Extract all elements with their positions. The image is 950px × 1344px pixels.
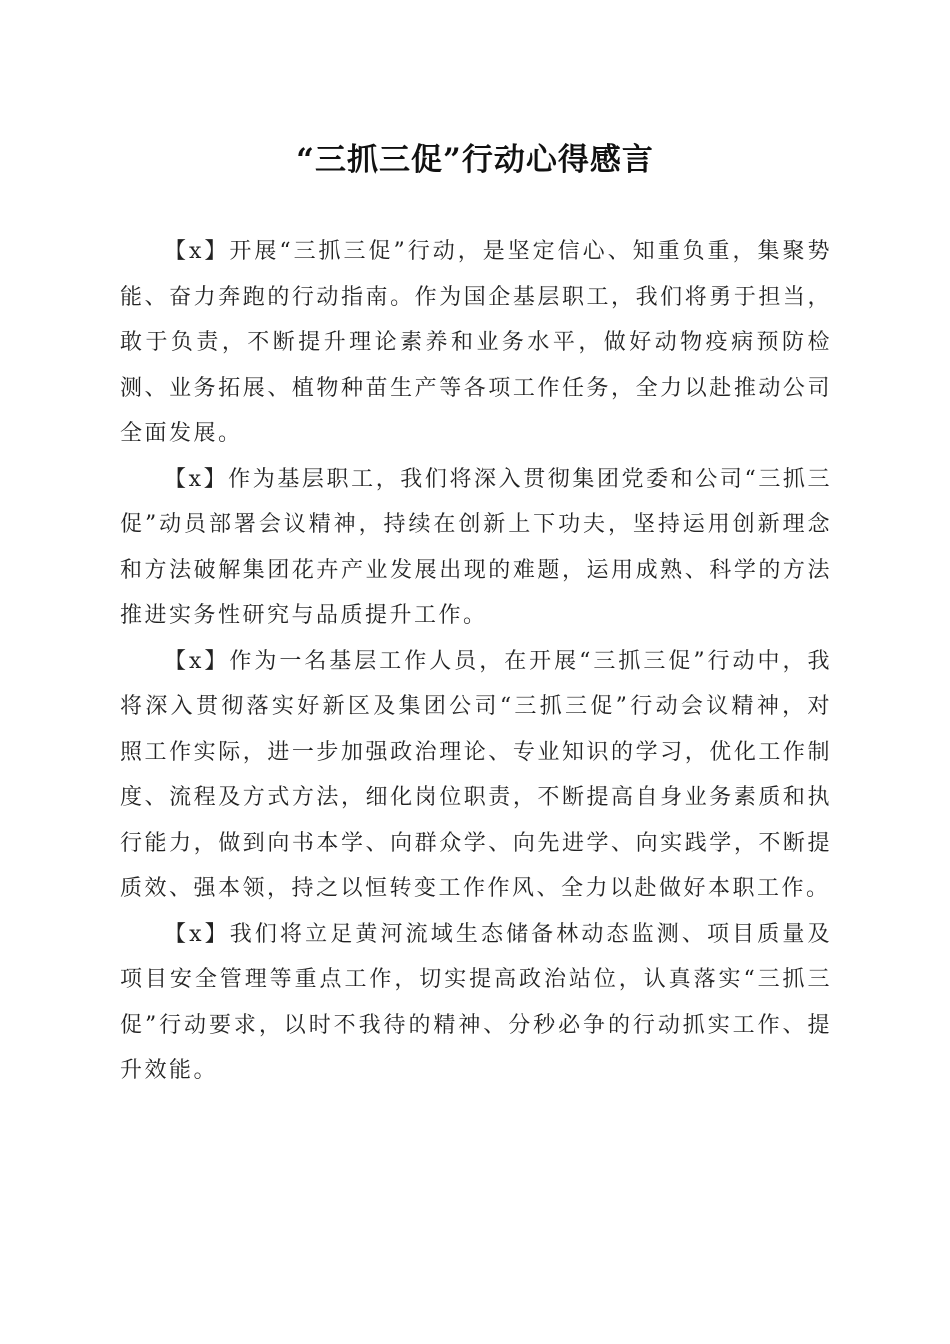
document-title: “三抓三促”行动心得感言 [296,142,654,178]
document-body [120,229,832,1094]
paragraph-4: 【x】我们将立足黄河流域生态储备林动态监测、项目质量及项目安全管理等重点工作，切实提高政治站位，认真落实“三抓三促”行动要求，以时不我待的精神、分秒必争的行动抓实工作、提升效能。 [120,921,832,1083]
paragraph-2: 【x】作为基层职工，我们将深入贯彻集团党委和公司“三抓三促”动员部署会议精神，持续在创新上下功夫，坚持运用创新理念和方法破解集团花卉产业发展出现的难题，运用成熟、科学的方法推进实务性研究与品质提升工作。 [120,466,832,628]
paragraph-1: 【x】开展“三抓三促”行动，是坚定信心、知重负重，集聚势能、奋力奔跑的行动指南。作为国企基层职工，我们将勇于担当，敢于负责，不断提升理论素养和业务水平，做好动物疫病预防检测、业务拓展、植物种苗生产等各项工作任务，全力以赴推动公司全面发展。 [120,239,832,446]
paragraph-3: 【x】作为一名基层工作人员，在开展“三抓三促”行动中，我将深入贯彻落实好新区及集团公司“三抓三促”行动会议精神，对照工作实际，进一步加强政治理论、专业知识的学习，优化工作制度、流程及方式方法，细化岗位职责，不断提高自身业务素质和执行能力，做到向书本学、向群众学、向先进学、向实践学，不断提质效、强本领，持之以恒转变工作作风、全力以赴做好本职工作。 [120,648,832,901]
